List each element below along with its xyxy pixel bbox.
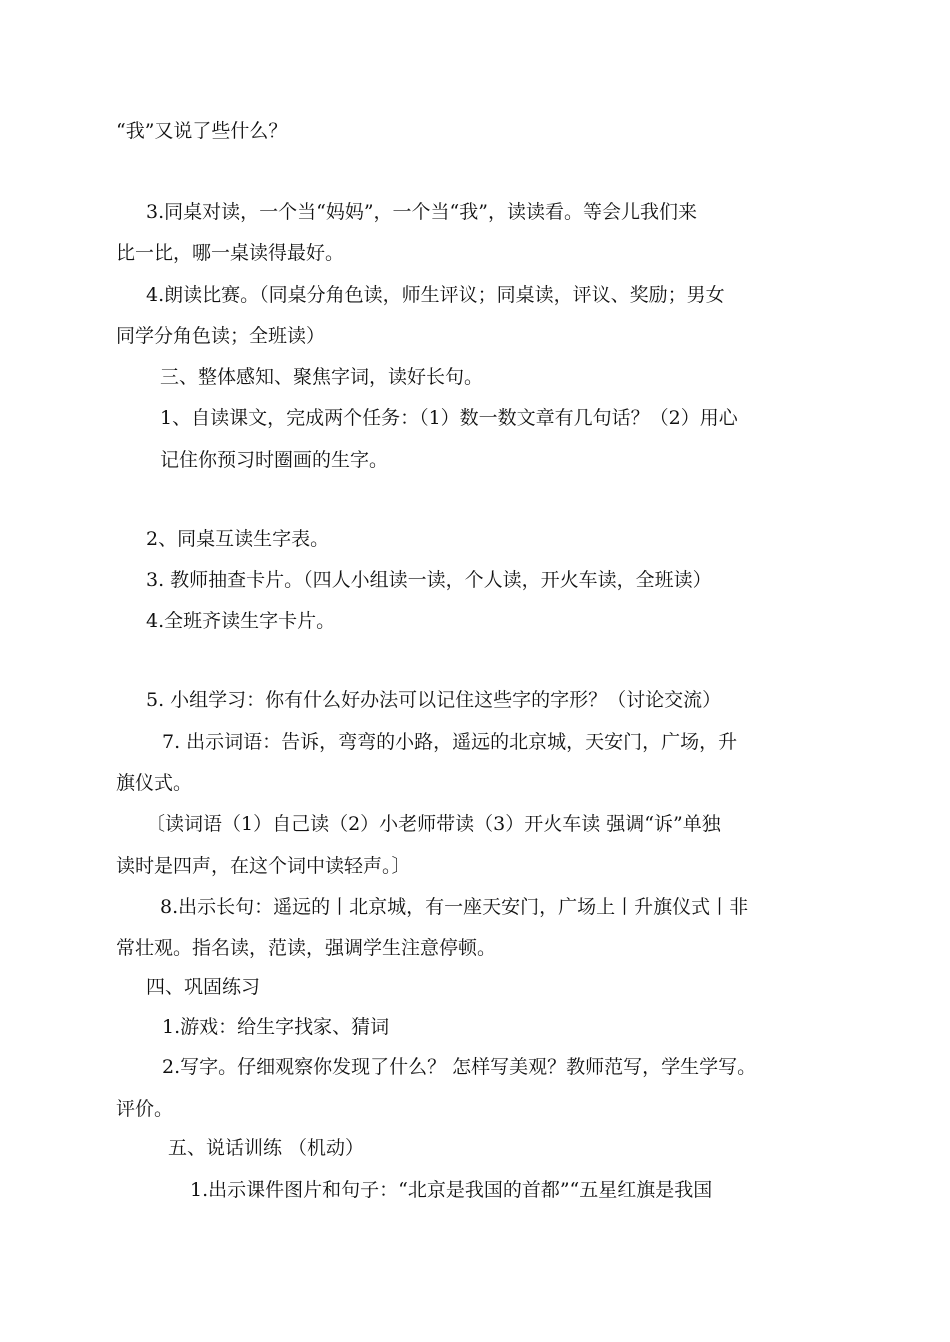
text-line: 1.游戏：给生字找家、猜词	[162, 1016, 390, 1038]
text-line: 4.全班齐读生字卡片。	[146, 610, 336, 632]
text-line: 5. 小组学习：你有什么好办法可以记住这些字的字形？（讨论交流）	[146, 689, 722, 711]
text-line: 3.同桌对读，一个当“妈妈”，一个当“我”，读读看。等会儿我们来	[146, 201, 697, 223]
text-line: 2、同桌互读生字表。	[146, 528, 330, 550]
text-line: 3. 教师抽查卡片。（四人小组读一读，个人读，开火车读，全班读）	[146, 569, 712, 591]
text-line: 评价。	[116, 1098, 174, 1120]
text-line: 旗仪式。	[116, 772, 193, 794]
text-line: 7. 出示词语：告诉，弯弯的小路，遥远的北京城，天安门，广场，升	[162, 731, 738, 753]
text-line: 8.出示长句：遥远的丨北京城，有一座天安门，广场上丨升旗仪式丨非	[160, 896, 749, 918]
text-line: “我”又说了些什么？	[116, 120, 288, 142]
text-line: 4.朗读比赛。（同桌分角色读，师生评议；同桌读，评议、奖励；男女	[146, 284, 725, 306]
text-line: 同学分角色读；全班读）	[116, 325, 326, 347]
text-line: 1.出示课件图片和句子：“北京是我国的首都”“五星红旗是我国	[190, 1179, 713, 1201]
text-line: 记住你预习时圈画的生字。	[160, 449, 389, 471]
text-line: 比一比，哪一桌读得最好。	[116, 242, 345, 264]
text-line: 读时是四声，在这个词中读轻声。〕	[116, 855, 411, 877]
section-heading: 四、巩固练习	[146, 976, 261, 998]
text-line: 〔读词语（1）自己读（2）小老师带读（3）开火车读 强调“诉”单独	[146, 813, 721, 835]
section-heading: 五、说话训练 （机动）	[168, 1137, 365, 1159]
text-line: 1、自读课文，完成两个任务：（1）数一数文章有几句话？（2）用心	[160, 407, 738, 429]
text-line: 2.写字。仔细观察你发现了什么？ 怎样写美观？教师范写，学生学写。	[162, 1056, 757, 1078]
section-heading: 三、整体感知、聚焦字词，读好长句。	[160, 366, 484, 388]
text-line: 常壮观。指名读，范读，强调学生注意停顿。	[116, 937, 497, 959]
